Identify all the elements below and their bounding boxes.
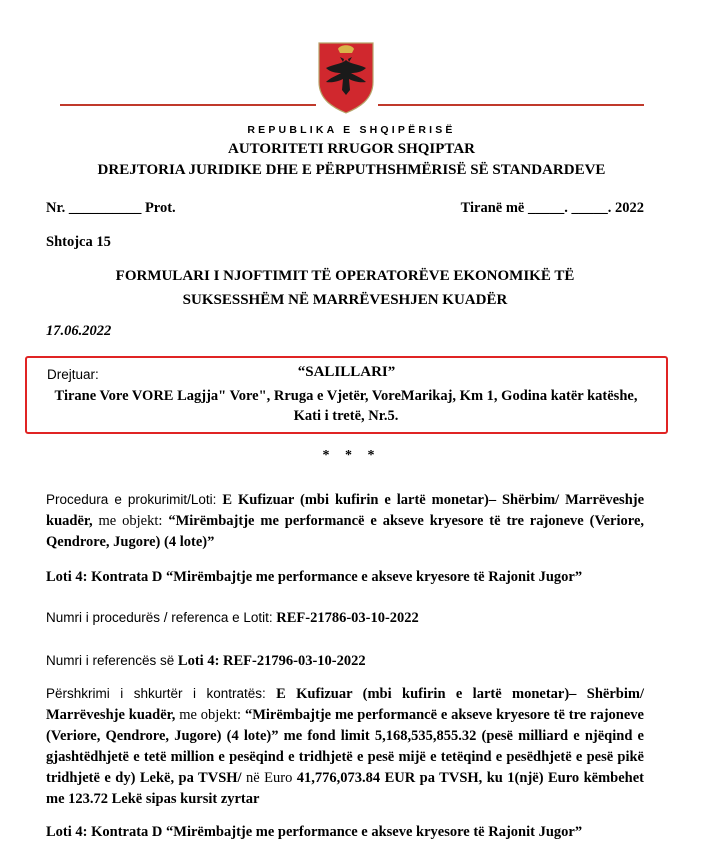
description-label: Përshkrimi i shkurtër i kontratës: [46,686,266,701]
lot-reference-label: Numri i referencës së [46,653,175,668]
procedure-reference-label: Numri i procedurës / referenca e Lotit: [46,610,273,625]
place-date: Tiranë më _____. _____. 2022 [460,200,644,216]
description-euro: 41,776,073.84 EUR pa TVSH, ku 1(një) Euro këmbehet me 123.72 Lekë sipas kursit zyrtar [46,770,645,807]
lot-reference [46,650,644,672]
procedure-reference-value: REF-21786-03-10-2022 [276,610,419,626]
procedure-label: Procedura e prokurimit/Loti: [46,492,217,507]
cutoff-lot-line: Loti 4: Kontrata D “Mirëmbajtje me performance e akseve kryesore të Rajonit Jugor” [46,824,583,840]
annex-label: Shtojca 15 [46,234,111,250]
directorate-name: DREJTORIA JURIDIKE DHE E PËRPUTHSHMËRISË SË STANDARDEVE [97,162,606,178]
document-date: 17.06.2022 [46,323,112,339]
authority-name: AUTORITETI RRUGOR SHQIPTAR [228,141,475,157]
description-object-label: me objekt: [179,707,242,723]
document-title [46,264,644,312]
protocol-number: Nr. __________ Prot. [46,200,176,216]
description-type: E Kufizuar (mbi kufirin e lartë monetar)– Shërbim/ Marrëveshje kuadër, [46,686,644,723]
procedure-object: “Mirëmbajtje me performancë e akseve kryesore të tre rajoneve (Veriore, Qendrore, Jugore) (4 lote)” [46,513,644,550]
document-title-line-1: FORMULARI I NJOFTIMIT TË OPERATORËVE EKONOMIKË TË [115,268,575,284]
albania-emblem-icon [316,40,376,114]
contract-description [46,683,644,810]
header-rule-right [378,104,644,106]
addressee-name: “SALILLARI” [297,364,396,380]
document-title-line-2: SUKSESSHËM NË MARRËVESHJEN KUADËR [182,292,508,308]
description-euro-label: në Euro [246,770,293,786]
procedure-paragraph [46,489,644,553]
procedure-object-label: me objekt: [98,513,163,529]
header-rule-left [60,104,316,106]
procedure-reference [46,607,644,629]
addressee-label: Drejtuar: [47,367,99,382]
lot-reference-lot: Loti 4 [177,653,215,669]
description-object: “Mirëmbajtje me performancë e akseve kryesore të tre rajoneve (Veriore, Qendrore, Jugore) (4 lote)” me fond limit 5,168,535,855.32 (pesë milliard e njëqind e gjashtëdhjetë e tetë million e pesëqind e tridhjetë e pesë mijë e tetëqind e pesëdhjetë e pesë pikë tridhjetë e dy) Lekë, pa TVSH/ [46,707,644,786]
lot-reference-value: : REF-21796-03-10-2022 [214,653,366,669]
lot4-title: Loti 4: Kontrata D “Mirëmbajtje me performance e akseve kryesore të Rajonit Jugor” [46,569,583,585]
section-separator: * * * [322,448,381,463]
addressee-address: Tirane Vore VORE Lagjja" Vore", Rruga e Vjetër, VoreMarikaj, Km 1, Godina katër katëshe, Kati i tretë, Nr.5. [54,388,638,424]
republic-name: REPUBLIKA E SHQIPËRISË [247,124,456,136]
reference-line [46,200,644,217]
addressee-box [25,356,668,434]
procedure-type: E Kufizuar (mbi kufirin e lartë monetar)– Shërbim/ Marrëveshje kuadër, [46,492,645,529]
